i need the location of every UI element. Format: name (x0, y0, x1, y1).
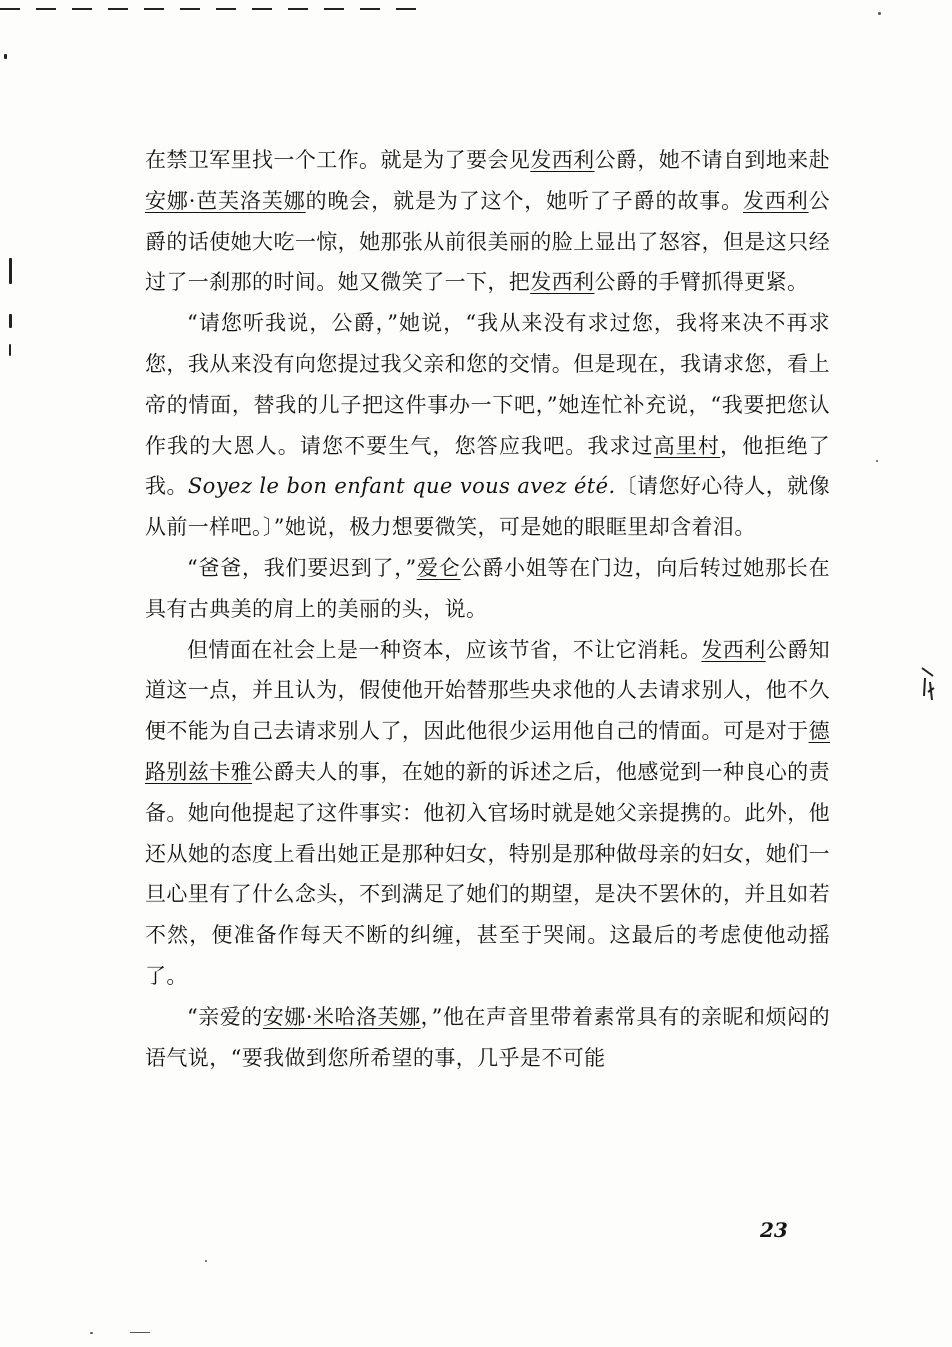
left-margin-mark (9, 258, 12, 284)
page-number: 23 (760, 1218, 788, 1242)
text-run: 的晚会，就是为了这个，她听了子爵的故事。 (305, 188, 743, 213)
text-run: 公爵知道这一点，并且认为，假使他开始替那些央求他的人去请求别人，他不久便不能为自己去请求别人了，因此他很少运用他自己的情面。可是对于 (145, 637, 831, 744)
paragraph (145, 548, 830, 630)
paragraph (145, 303, 830, 548)
paragraph (145, 997, 830, 1079)
text-run: 在禁卫军里找一个工作。就是为了要会见 (145, 148, 531, 172)
underlined-name: 发西利 (743, 188, 809, 213)
text-run: “亲爱的 (187, 1004, 263, 1029)
underlined-name: 发西利 (530, 148, 595, 172)
text-run: 〔请您好心待人，就像从前一样吧。〕”她说，极力想要微笑，可是她的眼眶里却含着泪。 (145, 474, 830, 540)
underlined-name: 高里村 (653, 433, 721, 458)
text-run: ，”他在声音里带着素常具有的亲昵和烦闷的语气说，“要我做到您所希望的事，几乎是不可能 (145, 1004, 831, 1070)
left-margin-mark (9, 314, 12, 328)
left-margin-mark (9, 344, 11, 356)
scan-speck (90, 1332, 93, 1334)
paragraph (145, 140, 830, 303)
underlined-name: 德路别兹卡雅 (145, 719, 830, 784)
top-dashed-rule (0, 8, 470, 12)
text-run: “爸爸，我们要迟到了，” (187, 555, 417, 580)
text-run: 公爵，她不请自到地来赴 (594, 148, 830, 172)
left-margin-mark (4, 54, 7, 59)
underlined-name: 安娜·芭芙洛芙娜 (145, 188, 306, 213)
scan-speck (878, 12, 881, 15)
underlined-name: 爱仑 (416, 555, 461, 580)
scan-speck (205, 1260, 207, 1262)
underlined-name: 安娜·米哈洛芙娜 (262, 1004, 421, 1029)
text-run: ，他拒绝了我。 (145, 433, 831, 499)
text-run: 但情面在社会上是一种资本，应该节省，不让它消耗。 (187, 637, 702, 662)
text-run: 公爵小姐等在门边，向后转过她那长在具有古典美的肩上的美丽的头，说。 (145, 555, 830, 621)
scan-speck (876, 460, 878, 462)
paragraph (145, 630, 830, 997)
underlined-name: 发西利 (701, 637, 766, 662)
text-run: 公爵的手臂抓得更紧。 (594, 270, 809, 295)
text-run: “请您听我说，公爵，”她说，“我从来没有求过您，我将来决不再求您，我从来没有向您提过我父亲和您的交情。但是现在，我请求您，看上帝的情面，替我的儿子把这件事办一下吧，”她连忙补充说，“我要把您认作我的大恩人。请您不要生气，您答应我吧。我求过 (145, 311, 830, 458)
text-run: 公爵的话使她大吃一惊，她那张从前很美丽的脸上显出了怒容，但是这只经过了一刹那的时间。她又微笑了一下，把 (145, 188, 831, 295)
underlined-name: 发西利 (530, 270, 595, 295)
body-text (145, 140, 830, 1078)
scan-speck (130, 1332, 150, 1333)
french-quote: Soyez le bon enfant que vous avez été. (187, 474, 616, 499)
margin-scribble-icon (918, 662, 940, 706)
text-run: 公爵夫人的事，在她的新的诉述之后，他感觉到一种良心的责备。她向他提起了这件事实：他初入官场时就是她父亲提携的。此外，他还从她的态度上看出她正是那种妇女，特别是那种做母亲的妇女，她们一旦心里有了什么念头，不到满足了她们的期望，是决不罢休的，并且如若不然，便准备作每天不断的纠缠，甚至于哭闹。这最后的考虑使他动摇了。 (145, 759, 830, 988)
